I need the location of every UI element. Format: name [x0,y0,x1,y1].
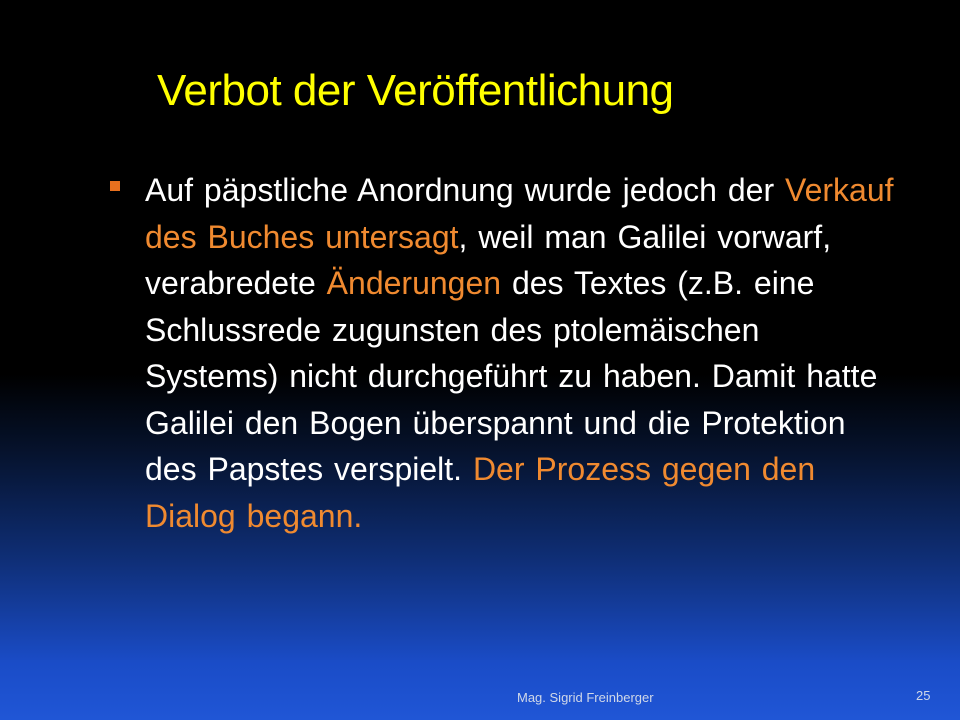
slide-title: Verbot der Veröffentlichung [157,66,674,115]
highlight-changes: Änderungen [326,265,502,301]
page-number: 25 [916,688,931,703]
bullet-text-segment: , weil man Galilei vorwarf, verabredete [145,218,832,301]
bullet-item [108,167,898,539]
highlight-sale-banned: Verkauf des Buches untersagt [145,172,894,255]
highlight-trial-began: Der Prozess gegen den Dialog begann. [145,451,816,534]
bullet-text-segment: des Textes (z.B. eine Schlussrede zugunsten des ptolemäischen Systems) nicht durchgeführt zu haben. Damit hatte Galilei den Bogen überspannt und die Protektion des Papstes verspielt. [145,265,878,487]
square-bullet-icon [110,181,120,191]
bullet-text-segment: Auf päpstliche Anordnung wurde jedoch der [145,172,785,208]
footer-author: Mag. Sigrid Freinberger [517,690,654,705]
bullet-text [145,167,898,539]
